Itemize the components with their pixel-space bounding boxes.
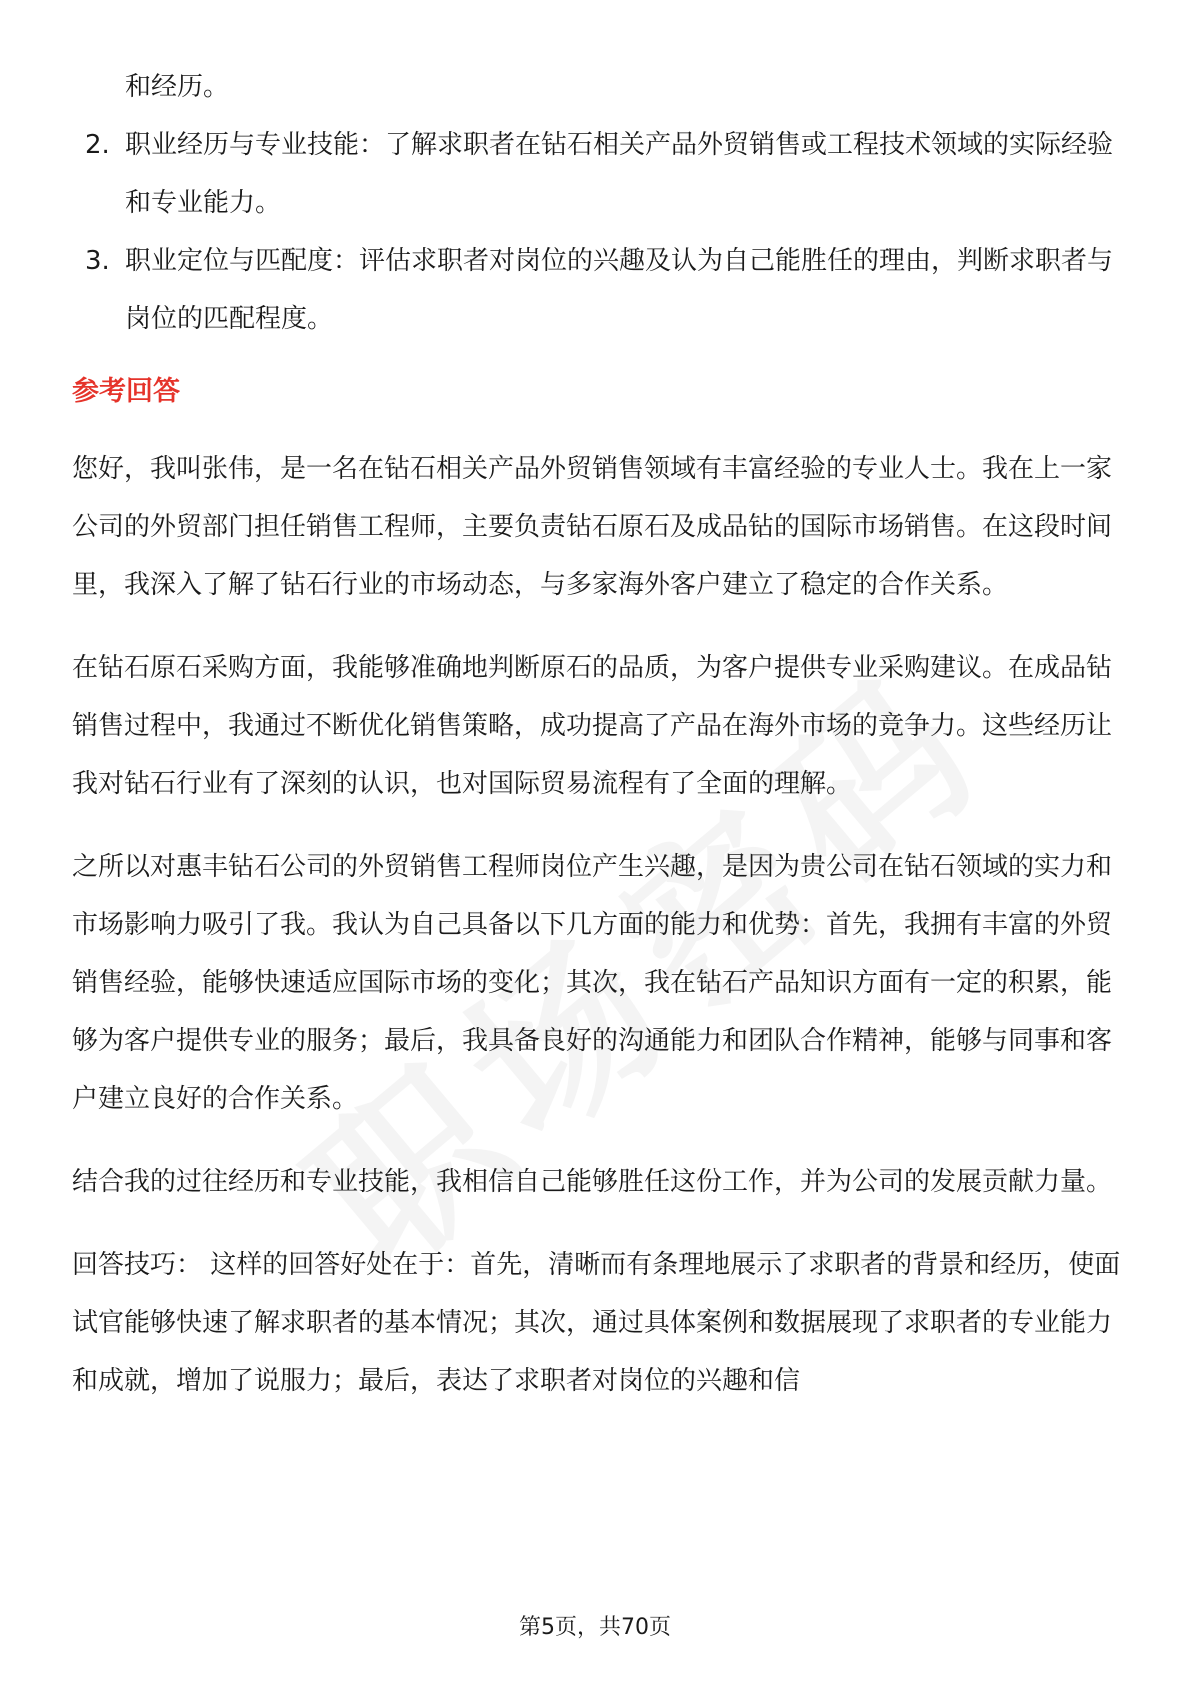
list-item	[72, 116, 1122, 232]
list-item-number: 3.	[85, 246, 110, 276]
list-item-text: 职业经历与专业技能：了解求职者在钻石相关产品外贸销售或工程技术领域的实际经验和专业能力。	[125, 130, 1114, 218]
answer-paragraph: 在钻石原石采购方面，我能够准确地判断原石的品质，为客户提供专业采购建议。在成品钻销售过程中，我通过不断优化销售策略，成功提高了产品在海外市场的竞争力。这些经历让我对钻石行业有了深刻的认识，也对国际贸易流程有了全面的理解。	[72, 653, 1113, 799]
answer-paragraph: 之所以对惠丰钻石公司的外贸销售工程师岗位产生兴趣，是因为贵公司在钻石领域的实力和市场影响力吸引了我。我认为自己具备以下几方面的能力和优势：首先，我拥有丰富的外贸销售经验，能够快速适应国际市场的变化；其次，我在钻石产品知识方面有一定的积累，能够为客户提供专业的服务；最后，我具备良好的沟通能力和团队合作精神，能够与同事和客户建立良好的合作关系。	[72, 852, 1113, 1114]
list-continuation: 和经历。	[125, 72, 230, 102]
page-number: 第5页，共70页	[519, 1615, 671, 1640]
answer-tips-paragraph: 回答技巧： 这样的回答好处在于：首先，清晰而有条理地展示了求职者的背景和经历，使面试官能够快速了解求职者的基本情况；其次，通过具体案例和数据展现了求职者的专业能力和成就，增加了说服力；最后，表达了求职者对岗位的兴趣和信	[72, 1250, 1121, 1396]
list-item-number: 2.	[85, 130, 110, 160]
list-item	[72, 232, 1122, 348]
reference-answer-heading: 参考回答	[72, 376, 180, 407]
answer-paragraph: 您好，我叫张伟，是一名在钻石相关产品外贸销售领域有丰富经验的专业人士。我在上一家公司的外贸部门担任销售工程师，主要负责钻石原石及成品钻的国际市场销售。在这段时间里，我深入了解了钻石行业的市场动态，与多家海外客户建立了稳定的合作关系。	[72, 454, 1113, 600]
reference-answer-body	[72, 440, 1122, 1435]
answer-paragraph: 结合我的过往经历和专业技能，我相信自己能够胜任这份工作，并为公司的发展贡献力量。	[72, 1167, 1113, 1197]
list-item-text: 职业定位与匹配度：评估求职者对岗位的兴趣及认为自己能胜任的理由，判断求职者与岗位的匹配程度。	[125, 246, 1114, 334]
assessment-points-list	[72, 116, 1122, 348]
